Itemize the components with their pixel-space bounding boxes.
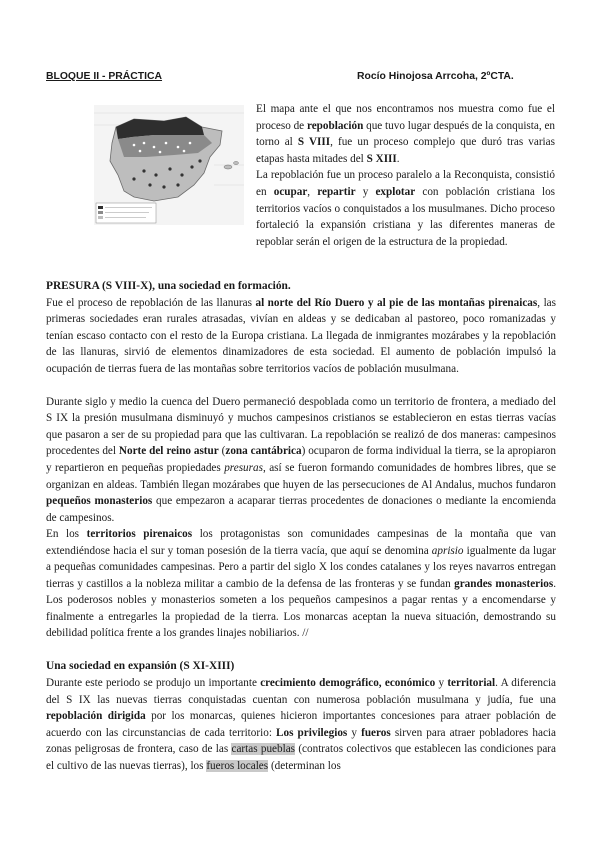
paragraph: Durante siglo y medio la cuenca del Duero permaneció despoblada como un territorio de frontera, a mediado del S IX la presión musulmana disminuyó y muchos campesinos cristianos se establecieron en estas tierras vacías que pasaron a ser de su propiedad para que las cultivaran. La repoblación se realizó de dos maneras: campesinos procedentes del Norte del reino astur (zona cantábrica) ocuparon de forma individual la tierra, se la apropiaron y repartieron en pequeñas propiedades presuras, así se fueron formando comunidades de hombres libres, que se organizan en aldeas. También llegan mozárabes que huyen de las persecuciones de Al Andalus, muchos fundaron pequeños monasterios que empezaron a acaparar tierras procedentes de donaciones o mediante la encomienda de campesinos. [46, 395, 557, 524]
intro-paragraph: La repoblación fue un proceso paralelo a la Reconquista, consistió en ocupar, repartir y explotar con población cristiana los territorios vacíos o conquistados a los musulmanes. Dicho proceso fortaleció la expansión cristiana y las diferentes maneras de repoblar serán el origen de la estructura de la propiedad. [256, 169, 556, 248]
paragraph: En los territorios pirenaicos los protagonistas son comunidades campesinas de la montaña que van extendiéndose hacia el sur y toman posesión de la tierra vacía, que aquí se denomina aprisio igualmente da lugar a pequeñas comunidades campesinas. Pero a partir del siglo X los condes catalanes y los reyes navarros entregan tierras y castillos a la nobleza militar a cambio de la defensa de las fronteras y se fundan grandes monasterios. Los poderosos nobles y monasterios someten a los pequeños campesinos a pagar rentas y a encomendarse y finalmente a entregarles la propiedad de la tierra. Los monarcas aceptan la nueva situación, demostrando su debilidad política frente a los grandes linajes nobiliarios. // [46, 528, 557, 640]
section-heading: Una sociedad en expansión (S XI-XIII) [46, 660, 235, 673]
highlight: cartas pueblas [231, 743, 296, 756]
main-text [46, 278, 556, 774]
paragraph: Durante este periodo se produjo un importante crecimiento demográfico, económico y territorial. A diferencia del S IX las nuevas tierras conquistadas cuentan con numerosa población musulmana y judía, fue una repoblación dirigida por los monarcas, quienes hicieron importantes concesiones para atraer población de acuerdo con las circunstancias de cada territorio: Los privilegios y fueros sirven para atraer pobladores hacia zonas peligrosas de frontera, caso de las cartas pueblas (contratos colectivos que establecen las condiciones para el cultivo de las nuevas tierras), los fueros locales (determinan los [46, 677, 557, 772]
intro-paragraph: El mapa ante el que nos encontramos nos muestra como fue el proceso de repoblación que tuvo lugar después de la conquista, en torno al S VIII, fue un proceso complejo que duró tras varias etapas hasta mitades del S XIII. [256, 103, 556, 165]
section-heading: PRESURA (S VIII-X), una sociedad en formación. [46, 280, 291, 292]
intro-text [256, 101, 555, 250]
author-line: Rocío Hinojosa Arrcoha, 2ºCTA. [357, 71, 514, 82]
spain-repopulation-map-icon [94, 105, 244, 225]
paragraph: Fue el proceso de repoblación de las llanuras al norte del Río Duero y al pie de las montañas pirenaicas, las primeras sociedades eran rurales atrasadas, vivían en aldeas y se dedicaban al pastoreo, poco romanizadas y tenían escaso contacto con el resto de la Europa cristiana. La llegada de inmigrantes mozárabes y la repoblación de las llanuras, sirvió de elementos dinamizadores de esta sociedad. El aumento de población impulsó la ocupación de tierras fuera de las montañas sobre territorios vacíos de población musulmana. [46, 296, 556, 375]
block-title: BLOQUE II - PRÁCTICA [46, 71, 163, 82]
highlight: fueros locales [206, 759, 269, 772]
